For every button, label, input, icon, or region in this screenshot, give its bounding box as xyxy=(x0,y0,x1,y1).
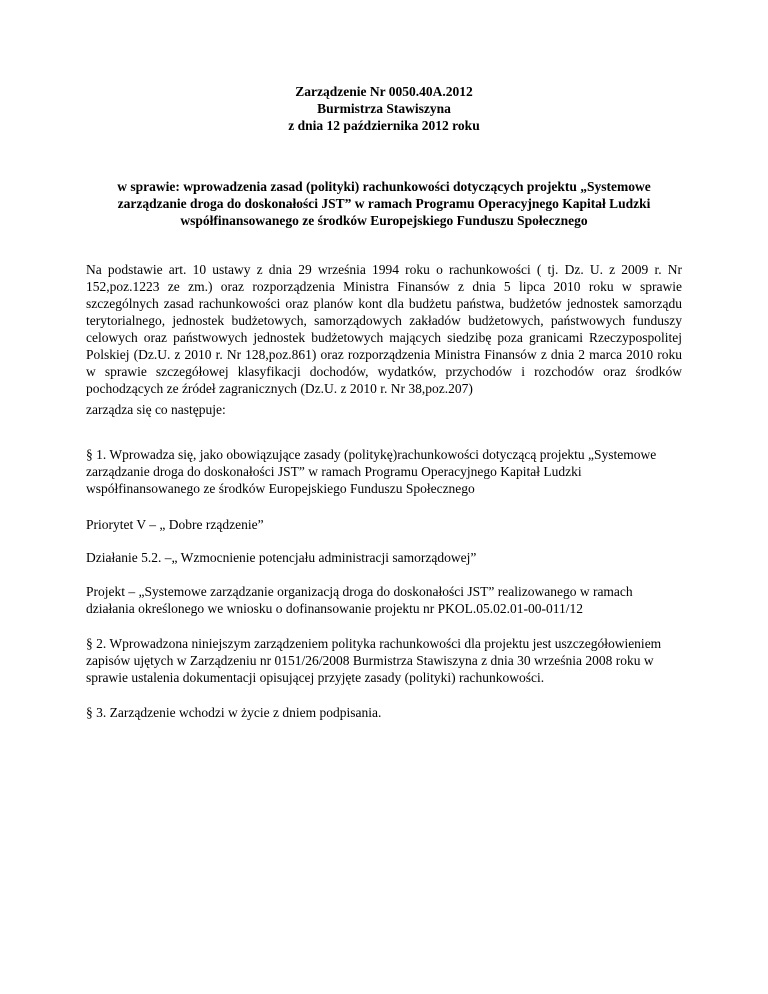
section-2: § 2. Wprowadzona niniejszym zarządzeniem polityka rachunkowości dla projektu jest uszczegółowieniem zapisów ujętych w Zarządzeniu nr 0151/26/2008 Burmistrza Stawiszyna z dnia 30 września 2008 roku w sprawie ustalenia dokumentacji opisującej przyjęte zasady (polityki) rachunkowości. xyxy=(86,636,662,685)
decree-date: z dnia 12 października 2012 roku xyxy=(288,118,480,133)
section-1: § 1. Wprowadza się, jako obowiązujące zasady (politykę)rachunkowości dotyczącą projektu „Systemowe zarządzanie droga do doskonałości JST” w ramach Programu Operacyjnego Kapitał Ludzki współfinansowanego ze środków Europejskiego Funduszu Społecznego xyxy=(86,447,657,496)
priority-line: Priorytet V – „ Dobre rządzenie” xyxy=(86,517,264,532)
legal-basis-paragraph: Na podstawie art. 10 ustawy z dnia 29 września 1994 roku o rachunkowości ( tj. Dz. U. z 2009 r. Nr 152,poz.1223 ze zm.) oraz rozporządzenia Ministra Finansów z dnia 5 lipca 2010 roku w sprawie szczególnych zasad rachunkowości oraz planów kont dla budżetu państwa, budżetów jednostek samorządu terytorialnego, jednostek budżetowych, samorządowych zakładów budżetowych, państwowych funduszy celowych oraz państwowych jednostek budżetowych mających siedzibę poza granicami Rzeczypospolitej Polskiej (Dz.U. z 2010 r. Nr 128,poz.861) oraz rozporządzenia Ministra Finansów z dnia 2 marca 2010 roku w sprawie szczegółowej klasyfikacji dochodów, wydatków, przychodów i rozchodów oraz środków pochodzących ze źródeł zagranicznych (Dz.U. z 2010 r. Nr 38,poz.207) xyxy=(86,262,682,396)
section-3: § 3. Zarządzenie wchodzi w życie z dniem podpisania. xyxy=(86,705,382,720)
decree-subject: w sprawie: wprowadzenia zasad (polityki) rachunkowości dotyczących projektu „Systemowe zarządzanie droga do doskonałości JST” w ramach Programu Operacyjnego Kapitał Ludzki współfinansowanego ze środków Europejskiego Funduszu Społecznego xyxy=(117,179,651,228)
decree-number: Zarządzenie Nr 0050.40A.2012 xyxy=(295,84,473,99)
project-paragraph: Projekt – „Systemowe zarządzanie organizacją droga do doskonałości JST” realizowanego w ramach działania określonego we wniosku o dofinansowanie projektu nr PKOL.05.02.01-00-011/12 xyxy=(86,584,633,616)
issuer: Burmistrza Stawiszyna xyxy=(317,101,451,116)
action-line: Działanie 5.2. –„ Wzmocnienie potencjału administracji samorządowej” xyxy=(86,550,477,565)
decree-statement: zarządza się co następuje: xyxy=(86,402,226,417)
document-header xyxy=(0,83,768,134)
